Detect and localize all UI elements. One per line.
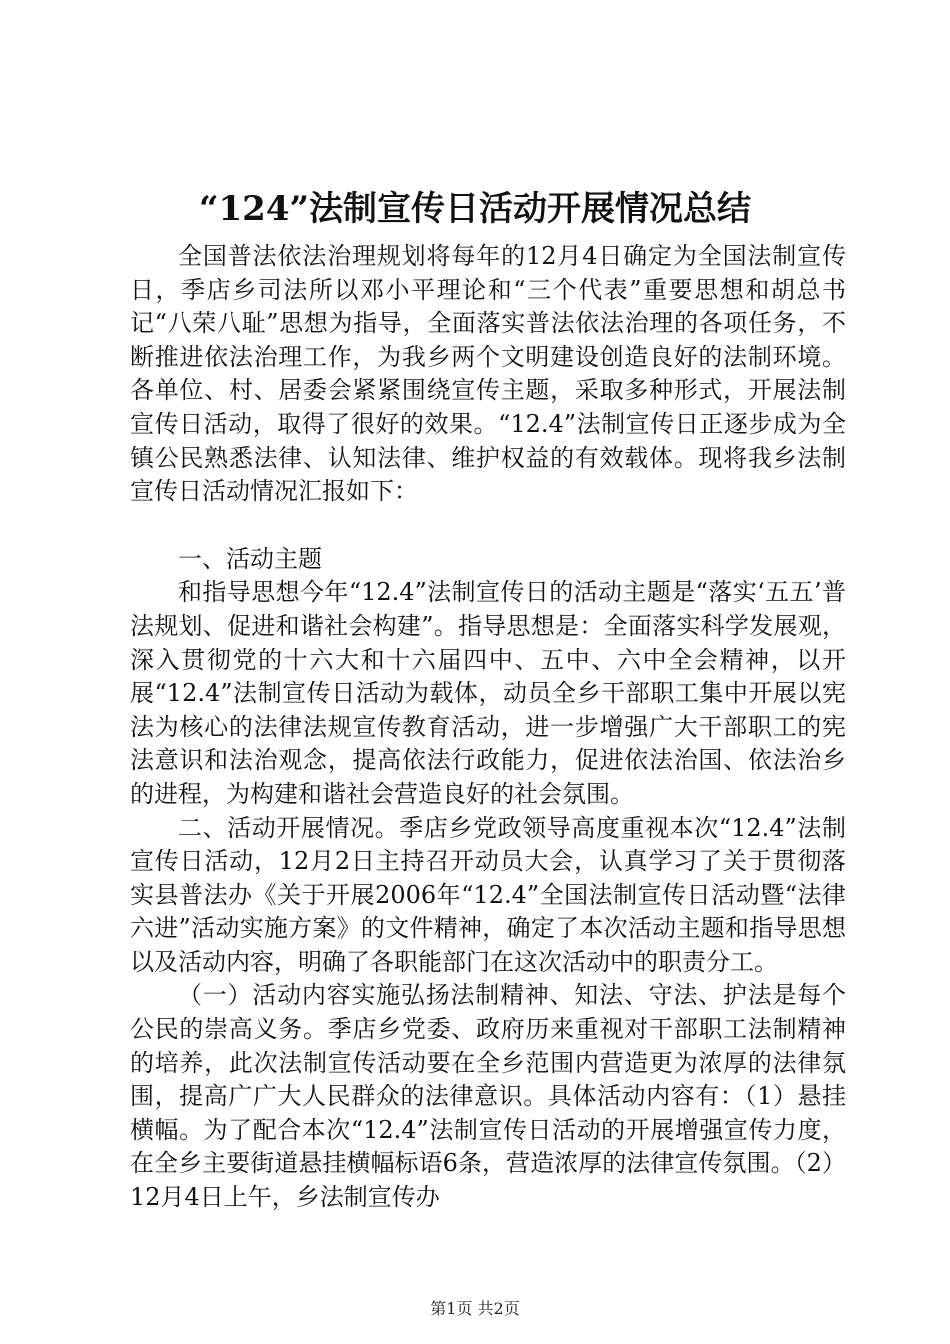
- paragraph-activity-content: （一）活动内容实施弘扬法制精神、知法、守法、护法是每个公民的崇高义务。季店乡党委、政府历来重视对干部职工法制精神的培养，此次法制宣传活动要在全乡范围内营造更为浓厚的法律氛围，提高广广大人民群众的法律意识。具体活动内容有：（1）悬挂横幅。为了配合本次“12.4”法制宣传日活动的开展增强宣传力度，在全乡主要街道悬挂横幅标语6条，营造浓厚的法律宣传氛围。（2）12月4日上午，乡法制宣传办: [130, 981, 846, 1212]
- blank-line: [130, 509, 846, 543]
- page-number-footer: 第1页 共2页: [430, 1299, 520, 1318]
- section-heading-activity-theme: 一、活动主题: [178, 544, 322, 573]
- paragraph-activity-progress: 二、活动开展情况。季店乡党政领导高度重视本次“12.4”法制宣传日活动，12月2日主持召开动员大会，认真学习了关于贯彻落实县普法办《关于开展2006年“12.4”全国法制宣传日活动暨“法律六进”活动实施方案》的文件精神，确定了本次活动主题和指导思想以及活动内容，明确了各职能部门在这次活动中的职责分工。: [130, 813, 846, 976]
- paragraph-intro: 全国普法依法治理规划将每年的12月4日确定为全国法制宣传日，季店乡司法所以邓小平理论和“三个代表”重要思想和胡总书记“八荣八耻”思想为指导，全面落实普法依法治理的各项任务，不断推进依法治理工作，为我乡两个文明建设创造良好的法制环境。各单位、村、居委会紧紧围绕宣传主题，采取多种形式，开展法制宣传日活动，取得了很好的效果。“12.4”法制宣传日正逐步成为全镇公民熟悉法律、认知法律、维护权益的有效载体。现将我乡法制宣传日活动情况汇报如下：: [130, 242, 846, 506]
- paragraph-guiding-ideology: 和指导思想今年“12.4”法制宣传日的活动主题是“落实‘五五’普法规划、促进和谐社会构建”。指导思想是：全面落实科学发展观，深入贯彻党的十六大和十六届四中、五中、六中全会精神，以开展“12.4”法制宣传日活动为载体，动员全乡干部职工集中开展以宪法为核心的法律法规宣传教育活动，进一步增强广大干部职工的宪法意识和法治观念，提高依法行政能力，促进依法治国、依法治乡的进程，为构建和谐社会营造良好的社会氛围。: [130, 578, 846, 808]
- document-title: “124”法制宣传日活动开展情况总结: [198, 189, 752, 229]
- document-body: [130, 240, 846, 1215]
